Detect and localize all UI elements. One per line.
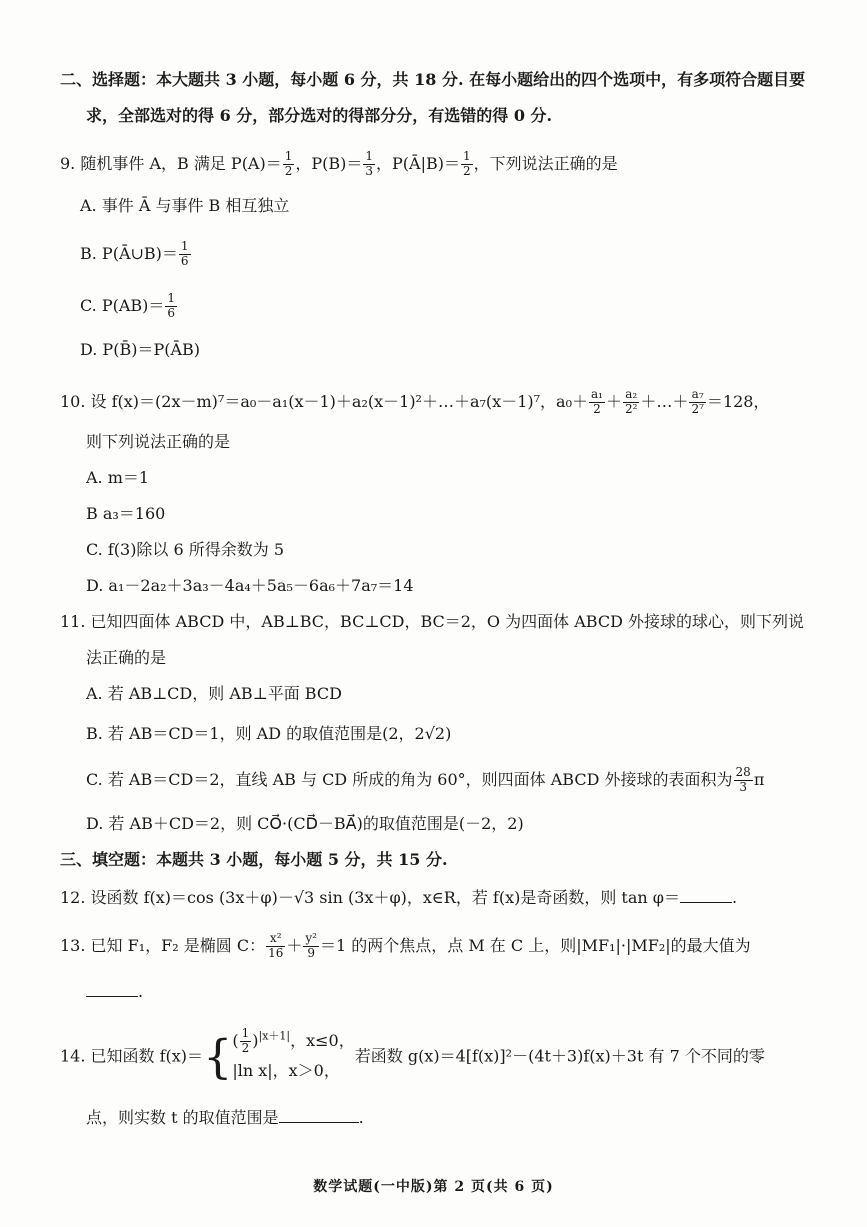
q11-option-a: A. 若 AB⊥CD，则 AB⊥平面 BCD (86, 684, 342, 703)
piece-1: ( $\frac{1}{2}$ )$^{|x+1|}$，x≤0， (232, 1026, 355, 1055)
piecewise-cases (232, 1026, 354, 1087)
q10-option-b: B a₃＝160 (86, 504, 166, 523)
fraction: $\frac{28}{3}$ (735, 765, 751, 794)
answer-blank[interactable] (86, 995, 138, 997)
q11-stem-line2: 法正确的是 (86, 648, 167, 667)
page-footer: 数学试题(一中版)第 2 页(共 6 页) (313, 1179, 554, 1195)
piece-2: |ln x|，x＞0， (232, 1061, 340, 1081)
fraction: $\frac{\text{a₁}}{2}$ (590, 387, 603, 416)
fraction: $\frac{1}{6}$ (180, 239, 189, 268)
q9-stem: 9. 随机事件 A，B 满足 P(A)＝ $\frac{1}{2}$ ，P(B)＝ $\frac{1}{3}$ ，P(Ā|B)＝ $\frac{1}{2}$ ，下列说法正确的是 (60, 149, 618, 178)
q13-stem: 13. 已知 F₁，F₂ 是椭圆 C： $\frac{\text{x²}}{16}$ ＋ $\frac{\text{y²}}{9}$ ＝1 的两个焦点，点 M 在 C 上，则|MF₁|·|MF₂|的最大值为 (60, 931, 751, 960)
q13-answer-line: . (86, 984, 143, 1000)
fraction: $\frac{\text{x²}}{16}$ (268, 931, 284, 960)
q11-stem: 11. 已知四面体 ABCD 中，AB⊥BC，BC⊥CD，BC＝2，O 为四面体 ABCD 外接球的球心，则下列说 (60, 612, 804, 631)
fraction: $\frac{\text{y²}}{9}$ (305, 931, 317, 960)
fraction: $\frac{1}{3}$ (365, 149, 374, 178)
q10-stem: 10. 设 f(x)＝(2x－m)⁷＝a₀－a₁(x－1)＋a₂(x－1)²＋…＋a₇(x－1)⁷，a₀＋ $\frac{\text{a₁}}{2}$ ＋ $\frac{\text{a₂}}{\text{2²}}$ ＋…＋ $\frac{\text{a₇}}{\text{2⁷}}$ ＝128， (60, 387, 770, 416)
piecewise-brace: { (203, 1029, 233, 1084)
q12-stem: 12. 设函数 f(x)＝cos (3x＋φ)－√3 sin (3x＋φ)，x∈R，若 f(x)是奇函数，则 tan φ＝ . (60, 888, 738, 907)
fraction: $\frac{1}{6}$ (167, 291, 176, 320)
fraction: $\frac{\text{a₂}}{\text{2²}}$ (624, 387, 638, 416)
answer-blank[interactable] (279, 1121, 359, 1123)
q9-option-c: C. P(AB)＝ $\frac{1}{6}$ (80, 291, 176, 320)
section2-header-line2: 求，全部选对的得 6 分，部分选对的得部分分，有选错的得 0 分. (86, 106, 553, 125)
fraction: $\frac{\text{a₇}}{\text{2⁷}}$ (691, 387, 704, 416)
q9-option-d: D. P(B̄)＝P(ĀB) (80, 340, 201, 359)
q11-option-b: B. 若 AB＝CD＝1，则 AD 的取值范围是(2，2√2) (86, 724, 452, 743)
q14-stem-line2: 点，则实数 t 的取值范围是 . (86, 1108, 364, 1127)
q10-option-c: C. f(3)除以 6 所得余数为 5 (86, 540, 285, 559)
q10-stem-line2: 则下列说法正确的是 (86, 432, 231, 451)
q11-option-c: C. 若 AB＝CD＝2，直线 AB 与 CD 所成的角为 60°，则四面体 ABCD 外接球的表面积为 $\frac{28}{3}$ π (86, 765, 765, 794)
q9-option-a: A. 事件 Ā 与事件 B 相互独立 (80, 196, 290, 215)
q10-option-d: D. a₁－2a₂＋3a₃－4a₄＋5a₅－6a₆＋7a₇＝14 (86, 576, 414, 595)
fraction: $\frac{1}{2}$ (284, 149, 293, 178)
section3-header: 三、填空题：本题共 3 小题，每小题 5 分，共 15 分. (60, 850, 448, 869)
q11-option-d: D. 若 AB＋CD＝2，则 CO⃗·(CD⃗－BA⃗)的取值范围是(－2，2) (86, 814, 524, 833)
fraction: $\frac{1}{2}$ (241, 1026, 250, 1055)
answer-blank[interactable] (680, 901, 732, 903)
q14-stem: 14. 已知函数 f(x)＝{ ( $\frac{1}{2}$ )$^{|x+1|}$，x≤0， |ln x|，x＞0， 若函数 g(x)＝4[f(x)]²－(4t＋3)f(x)＋3t 有 7 个不同的零 (60, 1026, 765, 1087)
q9-option-b: B. P(Ā∪B)＝ $\frac{1}{6}$ (80, 239, 189, 268)
fraction: $\frac{1}{2}$ (463, 149, 471, 178)
q10-option-a: A. m＝1 (86, 468, 150, 487)
section2-header-line1: 二、选择题：本大题共 3 小题，每小题 6 分，共 18 分. 在每小题给出的四个选项中，有多项符合题目要 (60, 70, 806, 89)
